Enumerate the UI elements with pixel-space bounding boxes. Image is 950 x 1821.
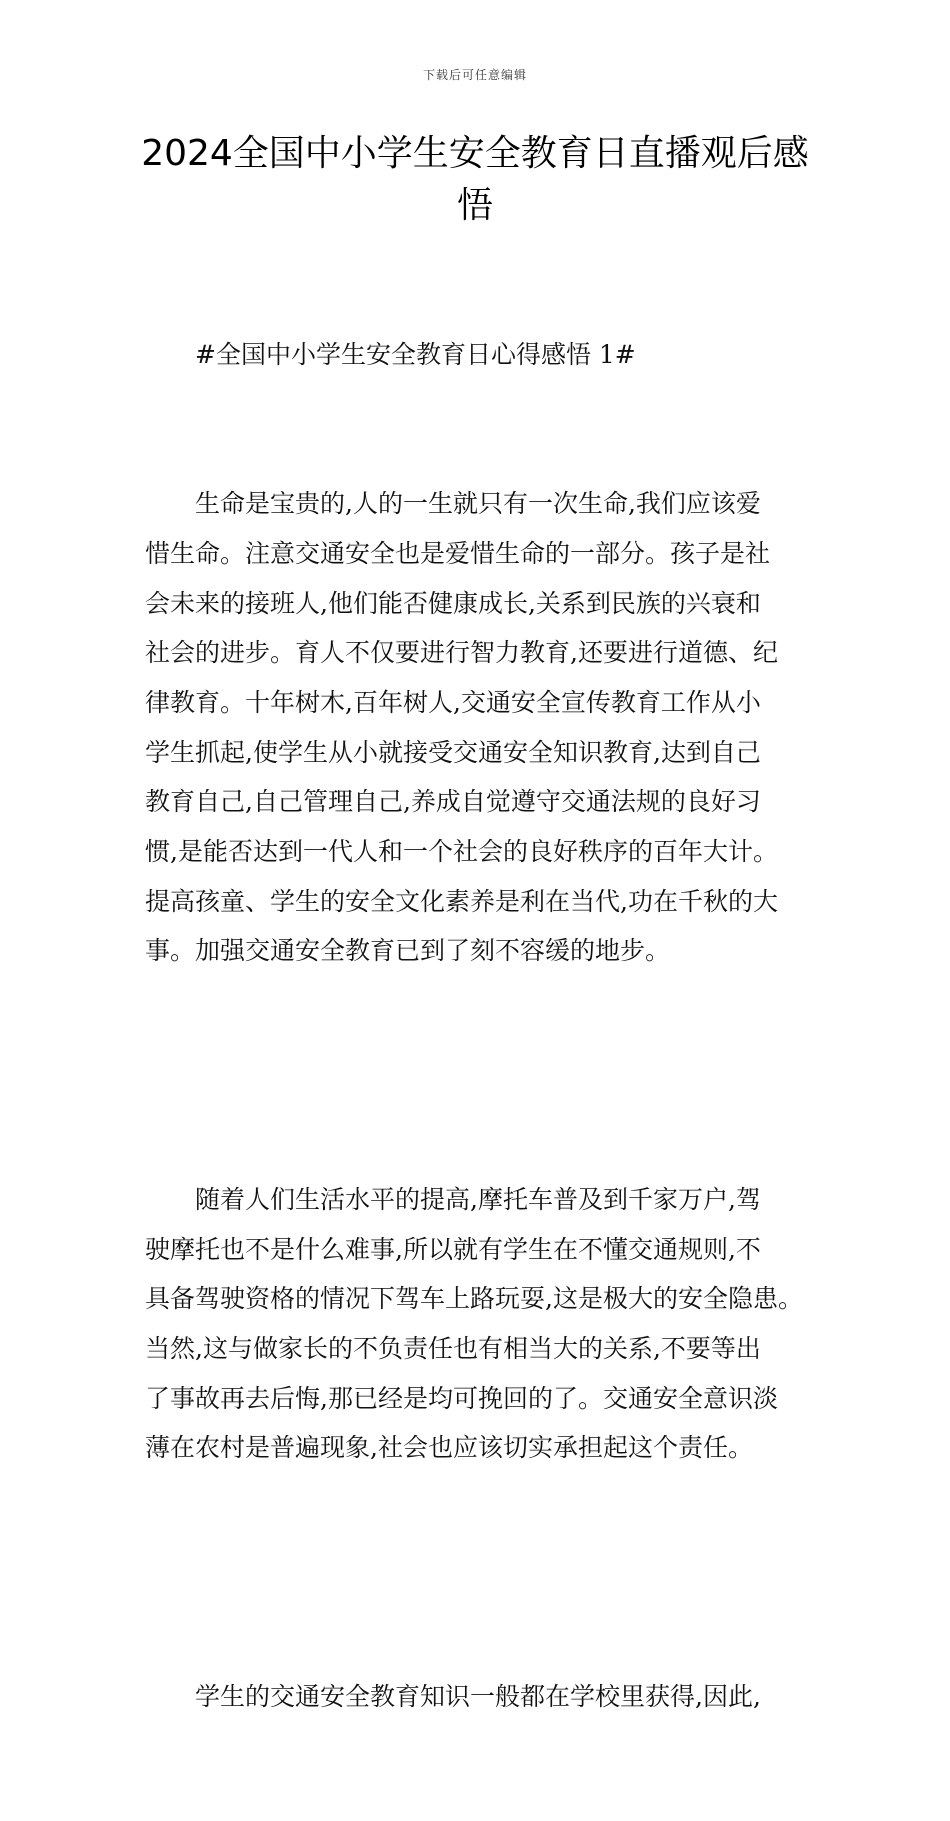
paragraph-line: 驶摩托也不是什么难事,所以就有学生在不懂交通规则,不 (145, 1234, 761, 1264)
paragraph-line: 社会的进步。育人不仅要进行智力教育,还要进行道德、纪 (145, 638, 778, 668)
paragraph-line: 学生抓起,使学生从小就接受交通安全知识教育,达到自己 (145, 737, 761, 767)
document-title (120, 128, 830, 232)
paragraph-line: 具备驾驶资格的情况下驾车上路玩耍,这是极大的安全隐患。 (145, 1284, 803, 1314)
paragraph-line: 当然,这与做家长的不负责任也有相当大的关系,不要等出 (145, 1334, 761, 1364)
section-heading: #全国中小学生安全教育日心得感悟 1# (195, 340, 636, 369)
page-header-note: 下载后可任意编辑 (422, 68, 527, 82)
paragraph-line: 律教育。十年树木,百年树人,交通安全宣传教育工作从小 (145, 687, 761, 717)
title-line: 悟 (456, 185, 493, 226)
paragraph-3 (145, 1573, 815, 1821)
paragraph-line: 随着人们生活水平的提高,摩托车普及到千家万户,驾 (195, 1184, 761, 1214)
paragraph-line: 教育自己,自己管理自己,养成自觉遵守交通法规的良好习 (145, 787, 761, 817)
title-line: 2024全国中小学生安全教育日直播观后感 (141, 133, 809, 174)
paragraph-2 (145, 1076, 815, 1573)
paragraph-line: 学生的交通安全教育知识一般都在学校里获得,因此, (195, 1681, 761, 1711)
paragraph-line: 薄在农村是普遍现象,社会也应该切实承担起这个责任。 (145, 1433, 753, 1463)
paragraph-line: 生命是宝贵的,人的一生就只有一次生命,我们应该爱 (195, 489, 761, 519)
paragraph-line: 了事故再去后悔,那已经是均可挽回的了。交通安全意识淡 (145, 1383, 778, 1413)
paragraph-1 (145, 380, 815, 1076)
paragraph-line: 提高孩童、学生的安全文化素养是利在当代,功在千秋的大 (145, 886, 778, 916)
paragraph-line: 惜生命。注意交通安全也是爱惜生命的一部分。孩子是社 (145, 538, 771, 568)
paragraph-line: 惯,是能否达到一代人和一个社会的良好秩序的百年大计。 (145, 837, 778, 867)
paragraph-line: 事。加强交通安全教育已到了刻不容缓的地步。 (145, 936, 671, 966)
document-body (145, 330, 815, 1821)
paragraph-line: 会未来的接班人,他们能否健康成长,关系到民族的兴衰和 (145, 588, 761, 618)
